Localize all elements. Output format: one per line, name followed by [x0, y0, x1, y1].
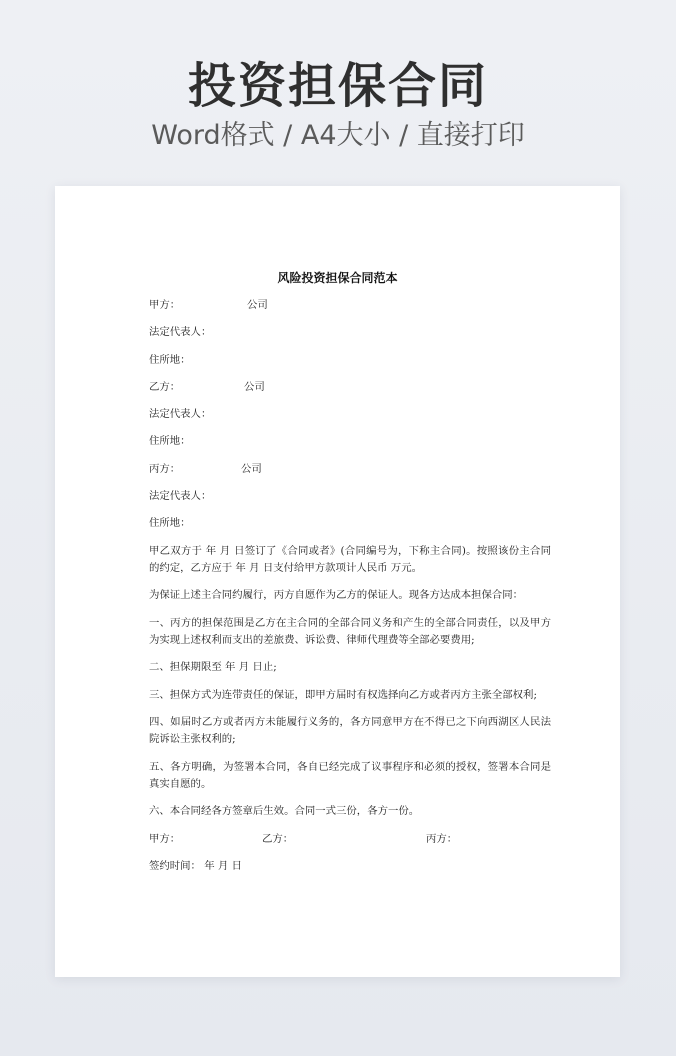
- party-b-rep: [149, 406, 551, 433]
- party-b-addr: [149, 433, 551, 460]
- party-a-addr-label: 住所地：: [149, 353, 191, 366]
- party-b-value: 公司: [244, 380, 265, 393]
- party-c-rep: [149, 488, 551, 515]
- party-a-addr: [149, 352, 551, 379]
- party-a-label: 甲方：: [149, 299, 181, 311]
- paragraph-intro: 甲乙双方于 年 月 日签订了《合同或者》(合同编号为，下称主合同)。按照该份主合同的约定，乙方应于 年 月 日支付给甲方款项计人民币 万元。: [149, 544, 551, 574]
- signature-party-c: 丙方：: [426, 832, 458, 845]
- party-a-rep: [149, 324, 551, 351]
- document-title: 风险投资担保合同范本: [277, 271, 398, 285]
- sign-date: [149, 858, 551, 885]
- signature-party-a: 甲方：: [149, 832, 181, 845]
- party-b-rep-label: 法定代表人：: [149, 408, 212, 421]
- promo-subtitle: Word格式 / A4大小 / 直接打印: [151, 120, 525, 151]
- party-b-field: [149, 379, 551, 406]
- sign-date-label: 签约时间： 年 月 日: [149, 859, 243, 872]
- paragraph-clause-4: 四、如届时乙方或者丙方未能履行义务的，各方同意甲方在不得已之下向西湖区人民法院诉讼主张权利的;: [149, 716, 551, 746]
- party-c-addr: [149, 515, 551, 542]
- signature-row: [149, 831, 551, 858]
- paragraph-clause-6: 六、本合同经各方签章后生效。合同一式三份，各方一份。: [149, 805, 420, 818]
- paragraph-clause-5: 五、各方明确，为签署本合同，各自已经完成了议事程序和必须的授权，签署本合同是真实自愿的。: [149, 760, 551, 790]
- paragraph-clause-1: 一、丙方的担保范围是乙方在主合同的全部合同义务和产生的全部合同责任，以及甲方为实现上述权利而支出的差旅费、诉讼费、律师代理费等全部必要费用;: [149, 616, 551, 646]
- paragraph-clause-3: 三、担保方式为连带责任的保证，即甲方届时有权选择向乙方或者丙方主张全部权利;: [149, 688, 537, 701]
- signature-party-b: 乙方：: [262, 832, 294, 845]
- party-a-field: [149, 297, 551, 324]
- paragraph-clause-2: 二、担保期限至 年 月 日止;: [149, 661, 277, 674]
- party-c-label: 丙方：: [149, 462, 181, 475]
- party-b-label: 乙方：: [149, 380, 181, 393]
- party-c-addr-label: 住所地：: [149, 517, 191, 530]
- document-body: [149, 297, 551, 885]
- party-c-field: [149, 461, 551, 488]
- paragraph-purpose: 为保证上述主合同约履行，丙方自愿作为乙方的保证人。现各方达成本担保合同：: [149, 589, 524, 602]
- party-a-value: 公司: [247, 299, 268, 311]
- party-b-addr-label: 住所地：: [149, 435, 191, 448]
- promo-title: 投资担保合同: [187, 58, 488, 114]
- party-c-value: 公司: [241, 462, 262, 475]
- party-c-rep-label: 法定代表人：: [149, 490, 212, 503]
- party-a-rep-label: 法定代表人：: [149, 326, 212, 339]
- document-page: [55, 186, 620, 977]
